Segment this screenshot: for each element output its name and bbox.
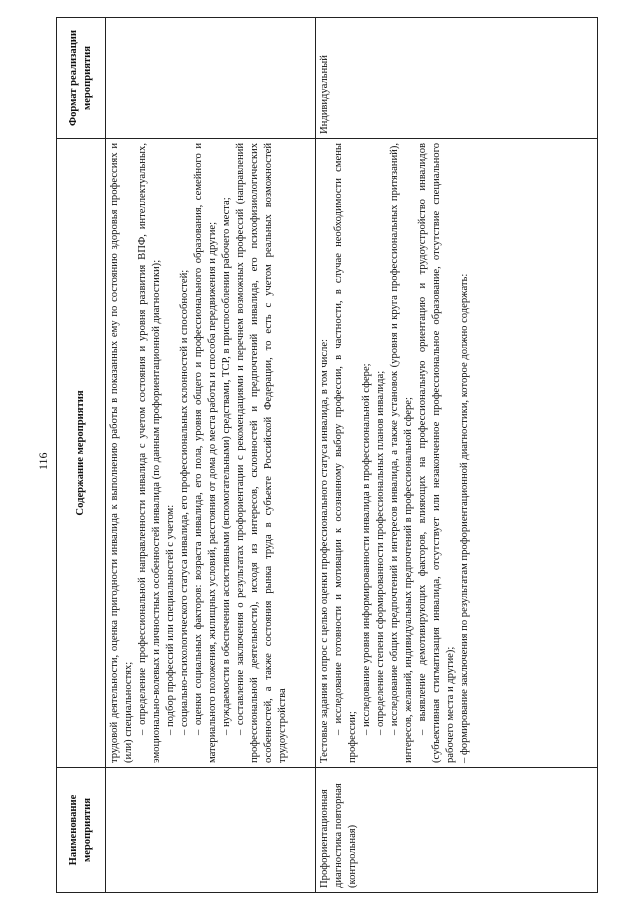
activities-table (56, 17, 598, 893)
content-line: – подбор профессий или специальностей с учетом: (164, 504, 176, 735)
row-content-cell (106, 139, 316, 768)
content-line: Тестовые задания и опрос с целью оценки профессионального статуса инвалида, в том числе: (319, 339, 330, 763)
content-line: – исследование уровня информированности инвалида в профессиональной сфере; (360, 363, 372, 735)
row-format-cell (106, 18, 316, 139)
row-format-cell: Индивидуальный (316, 18, 598, 139)
content-line: – исследование общих предпочтений и интересов инвалида, а также установок (уровня и круга профессиональных притязаний), интересов, желаний, индивидуальных предпочтений в профессиональной сфере; (388, 143, 414, 763)
table-row (316, 18, 598, 893)
content-line: – выявление демотивирующих факторов, влияющих на профессиональную ориентацию и трудоустройство инвалидов (субъективная стигматизация инвалида, отсутствует или незаконченное профессиональное образование, отсутствие специального рабочего места и другие); (416, 143, 456, 763)
content-line: – оценки социальных факторов: возраста инвалида, его пола, уровня общего и профессионального образования, семейного и материального положения, жилищных условий, расстояния от дома до места работы и способа передвижения и другие; (192, 143, 218, 763)
row-name-cell (106, 768, 316, 893)
content-line: – составление заключения о результатах профориентации с рекомендациями и перечнем возможных профессий (направлений профессиональной деятельности), исходя из интересов, склонностей и предпочтений инвалида, его психофизиологических особенностей, а также состояния рынка труда в субъекте Российской Федерации, то есть с учетом реальных возможностей трудоустройства (234, 143, 288, 763)
table-header-row (57, 18, 106, 893)
row-name-cell: Профориентационная диагностика повторная (контрольная) (316, 768, 598, 893)
content-line: – социально-психологического статуса инвалида, его профессиональных склонностей и способностей; (178, 269, 190, 735)
page-number: 116 (36, 452, 50, 470)
row-content-cell (316, 139, 598, 768)
content-line: – определение профессиональной направленности инвалида с учетом состояния и уровня развития ВПФ, интеллектуальных, эмоционально-волевых и личностных особенностей инвалида (по данным профориентационной диагностики); (136, 143, 162, 763)
content-line: – формирование заключения по результатам профориентационной диагностики, которое должно содержать: (458, 273, 470, 763)
content-line: – исследование готовности и мотивации к осознанному выбору профессии, в частности, в случае необходимости смены профессии; (332, 143, 358, 763)
content-line: трудовой деятельности, оценка пригодности инвалида к выполнению работы в показанных ему по состоянию здоровья профессиях и (или) специальностях; (109, 143, 134, 763)
content-line: – нуждаемости в обеспечении ассистивными (вспомогательными) средствами, ТСР, в приспособлении рабочего места; (220, 197, 232, 735)
content-line: – определение степени сформированности профессиональных планов инвалида; (374, 370, 386, 735)
table-row (106, 18, 316, 893)
rotated-page (56, 29, 598, 893)
header-activity-content: Содержание мероприятия (57, 139, 106, 768)
header-activity-format: Формат реализации мероприятия (57, 18, 106, 139)
header-activity-name: Наименование мероприятия (57, 768, 106, 893)
